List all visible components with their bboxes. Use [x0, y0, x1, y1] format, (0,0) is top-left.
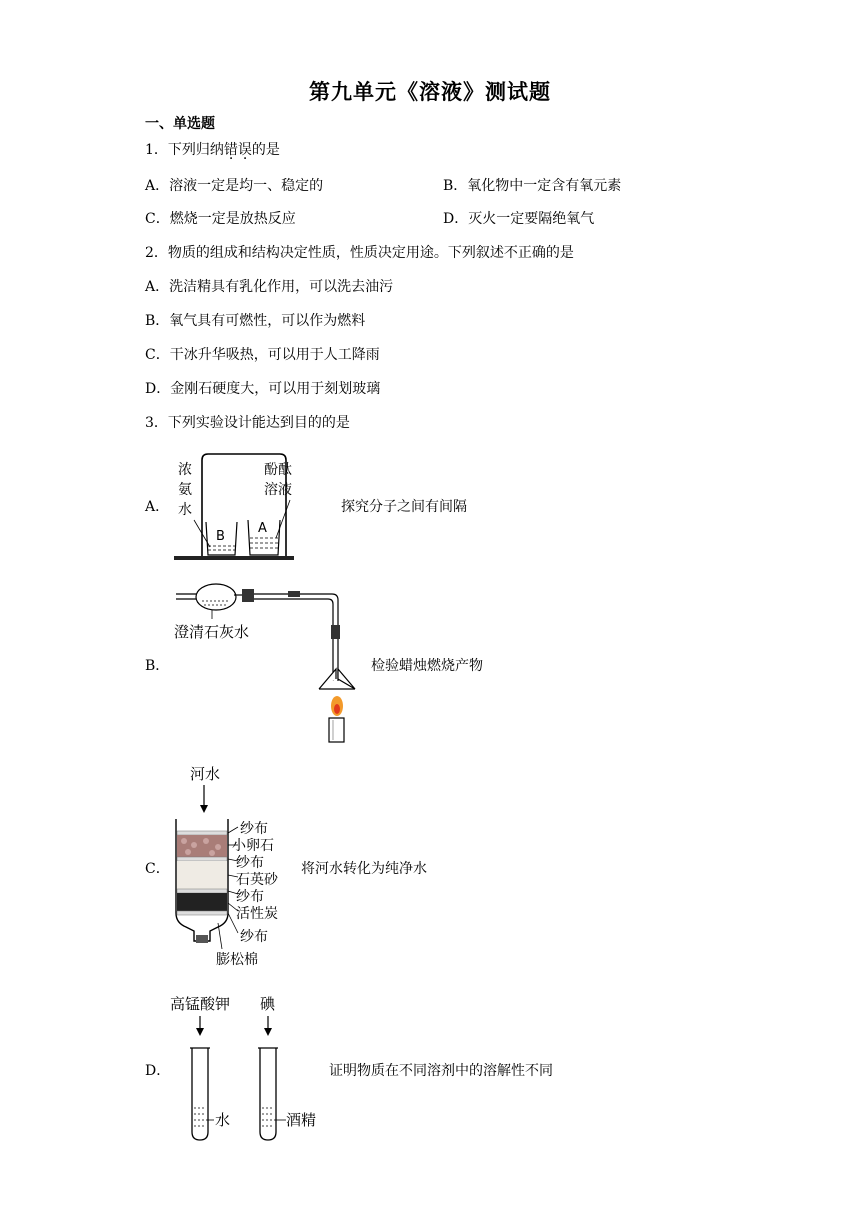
q3-option-a-description: 探究分子之间有间隔 — [341, 499, 467, 515]
label-activated-carbon: 活性炭 — [236, 906, 278, 922]
q3-option-d-description: 证明物质在不同溶剂中的溶解性不同 — [329, 1063, 553, 1079]
label-solution: 溶液 — [264, 482, 292, 498]
label-water: 水 — [178, 502, 192, 518]
label-pebbles: 小卵石 — [232, 838, 274, 854]
label-iodine: 碘 — [260, 995, 276, 1013]
question-2-stem: 2．物质的组成和结构决定性质，性质决定用途。下列叙述不正确的是 — [145, 245, 574, 261]
q1-option-b: B．氧化物中一定含有氧元素 — [443, 178, 622, 194]
label-gauze-1: 纱布 — [240, 821, 268, 837]
q3-option-a-letter: A． — [145, 499, 170, 515]
label-concentrated: 浓 — [178, 462, 192, 478]
beaker-a-label: A — [258, 521, 267, 536]
q3-option-c-letter: C． — [145, 861, 170, 877]
q2-option-a: A．洗洁精具有乳化作用，可以洗去油污 — [145, 279, 394, 295]
question-3-stem: 3．下列实验设计能达到目的的是 — [145, 415, 350, 431]
page-title: 第九单元《溶液》测试题 — [309, 80, 551, 104]
label-river-water: 河水 — [190, 765, 221, 783]
label-gauze-2: 纱布 — [236, 855, 264, 871]
q1-option-a: A．溶液一定是均一、稳定的 — [145, 178, 324, 194]
q3-option-c-description: 将河水转化为纯净水 — [301, 861, 427, 877]
q1-emphasis-1: 错 — [223, 142, 238, 158]
label-water-solvent: 水 — [215, 1111, 231, 1129]
label-cotton: 膨松棉 — [216, 952, 258, 968]
q1-emphasis-2: 误 — [237, 142, 252, 158]
q2-option-c: C．干冰升华吸热，可以用于人工降雨 — [145, 347, 380, 363]
water-filter-diagram — [170, 763, 300, 969]
label-gauze-3: 纱布 — [236, 889, 264, 905]
solubility-test-diagram — [168, 992, 328, 1144]
candle-combustion-diagram — [172, 575, 362, 747]
q3-option-b-letter: B． — [145, 658, 170, 674]
label-alcohol-solvent: 酒精 — [286, 1111, 317, 1129]
label-limewater: 澄清石灰水 — [174, 623, 250, 641]
q2-option-b: B．氧气具有可燃性，可以作为燃料 — [145, 313, 366, 329]
label-ammonia: 氨 — [178, 482, 192, 498]
q1-stem-suffix: 的是 — [251, 142, 280, 158]
q1-stem-prefix: 1．下列归纳 — [145, 142, 224, 158]
question-1-stem — [145, 139, 280, 159]
ammonia-diffusion-diagram — [172, 452, 297, 564]
label-quartz-sand: 石英砂 — [236, 872, 278, 888]
q2-option-d: D．金刚石硬度大，可以用于刻划玻璃 — [145, 381, 381, 397]
label-gauze-4: 纱布 — [240, 929, 268, 945]
section-heading: 一、单选题 — [145, 116, 215, 132]
q1-option-d: D．灭火一定要隔绝氧气 — [443, 211, 595, 227]
q3-option-d-letter: D． — [145, 1063, 171, 1079]
q1-option-c: C．燃烧一定是放热反应 — [145, 211, 296, 227]
q3-option-b-description: 检验蜡烛燃烧产物 — [371, 658, 483, 674]
beaker-b-label: B — [216, 529, 225, 544]
label-phenolphthalein: 酚酞 — [264, 462, 292, 478]
label-potassium-permanganate: 高锰酸钾 — [170, 995, 231, 1013]
